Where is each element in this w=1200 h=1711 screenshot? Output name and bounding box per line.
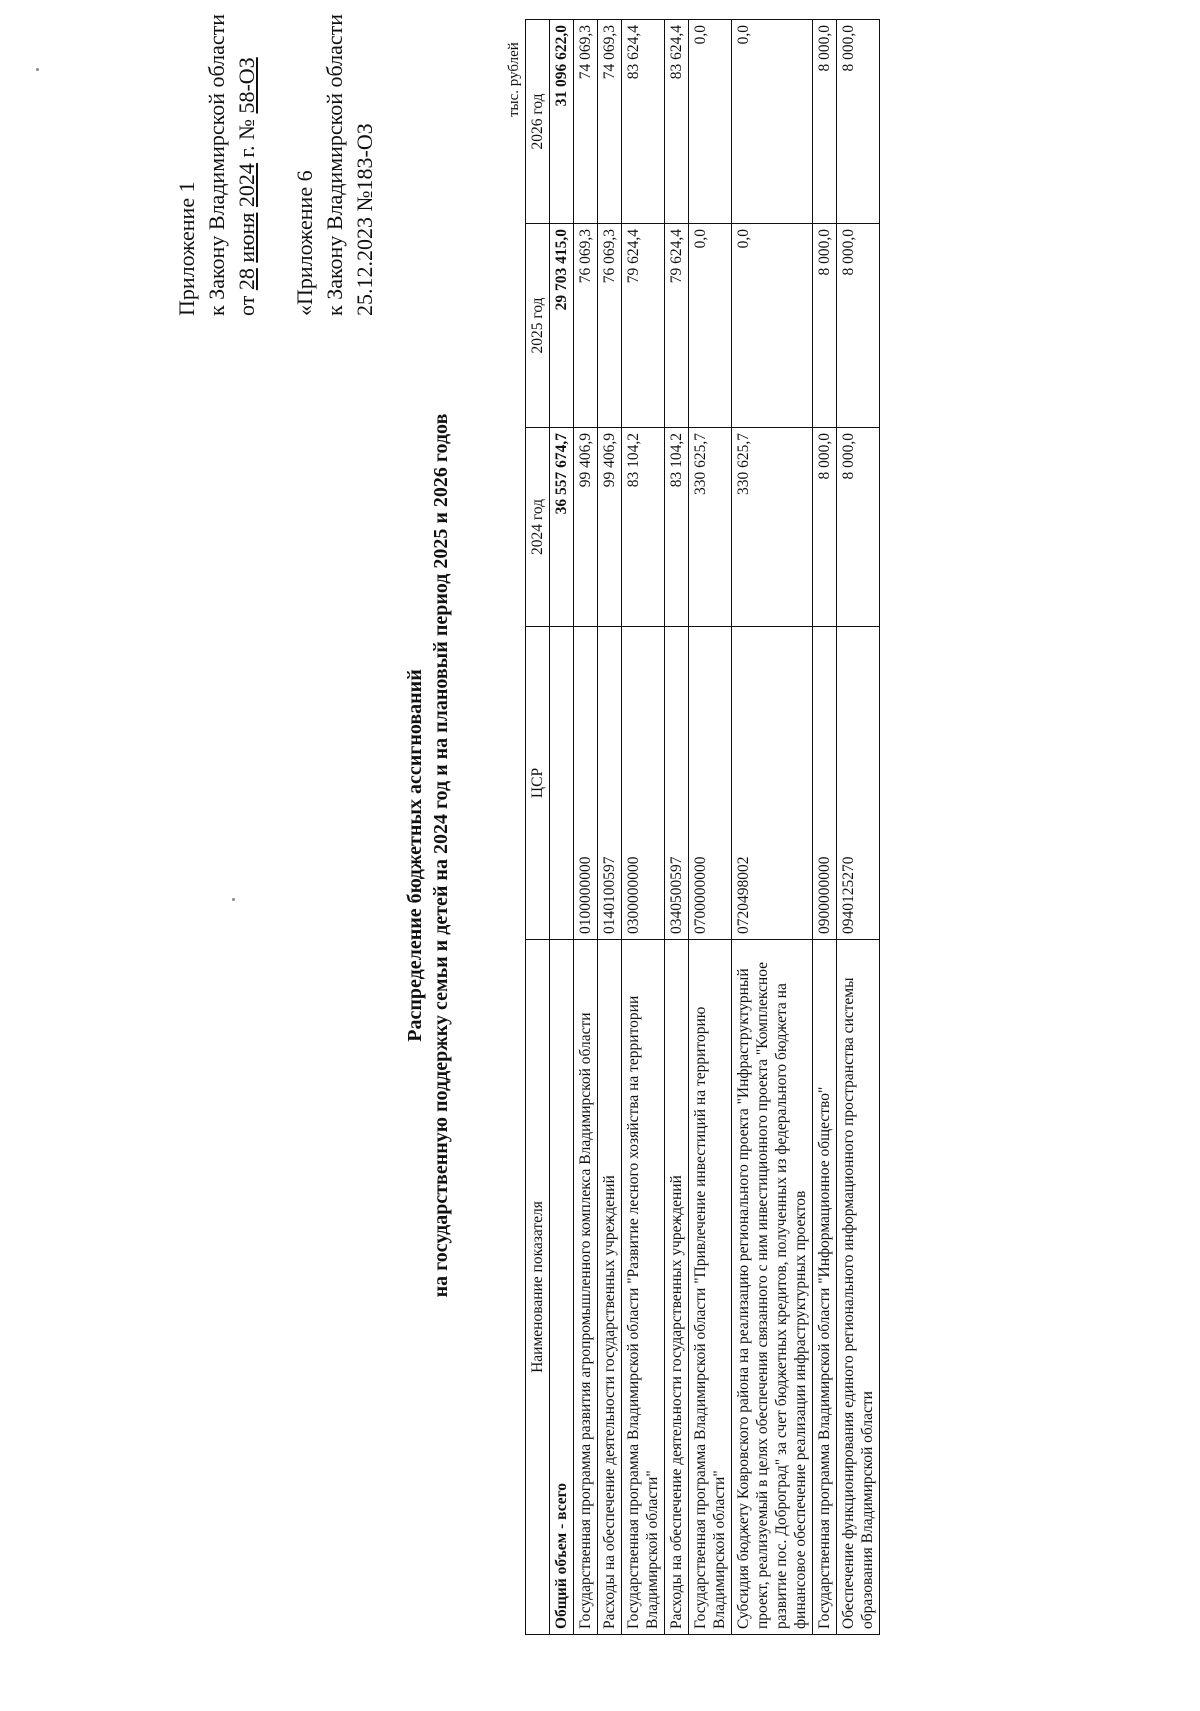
row-value-2025: 79 624,4 xyxy=(665,224,689,428)
row-code: 0720498002 xyxy=(732,627,813,940)
row-value-2026: 0,0 xyxy=(689,20,732,224)
table-row-total xyxy=(550,20,574,1635)
column-header-name: Наименование показателя xyxy=(526,940,550,1635)
date-prefix: от xyxy=(234,295,259,316)
row-name: Субсидия бюджету Ковровского района на реализацию регионального проекта "Инфраструктурный проект, реализуемый в целях обеспечения связанного с ним инвестиционного проекта "Комплексное развитие пос. Доброград" за счет бюджетных кредитов, полученных из федерального бюджета на финансовое обеспечение реализации инфраструктурных проектов xyxy=(732,940,813,1635)
row-code xyxy=(550,627,574,940)
column-header-code: ЦСР xyxy=(526,627,550,940)
row-value-2025: 76 069,3 xyxy=(598,224,622,428)
row-value-2025: 8 000,0 xyxy=(813,224,837,428)
column-header-2025: 2025 год xyxy=(526,224,550,428)
law-number: 58-ОЗ xyxy=(234,57,259,114)
date-day: 28 xyxy=(234,268,259,291)
row-value-2025: 0,0 xyxy=(689,224,732,428)
row-value-2024: 99 406,9 xyxy=(574,428,598,627)
date-year: 2024 xyxy=(234,163,259,208)
table-row xyxy=(574,20,598,1635)
appendix-header xyxy=(172,13,380,316)
law-date-number xyxy=(232,16,262,316)
row-name: Государственная программа развития агропромышленного комплекса Владимирской области xyxy=(574,940,598,1635)
row-value-2025: 79 624,4 xyxy=(622,224,665,428)
table-row xyxy=(622,20,665,1635)
row-value-2026: 83 624,4 xyxy=(665,20,689,224)
row-name: Обеспечение функционирования единого регионального информационного пространства системы образования Владимирской области xyxy=(837,940,880,1635)
date-g: г. xyxy=(234,145,259,158)
document-title-line2: на государственную поддержку семьи и детей на 2024 год и на плановый период 2025 и 2026 годов xyxy=(430,413,452,1298)
row-code: 0340500597 xyxy=(665,627,689,940)
row-value-2026: 83 624,4 xyxy=(622,20,665,224)
row-name: Государственная программа Владимирской области "Привлечение инвестиций на территорию Владимирской области" xyxy=(689,940,732,1635)
row-value-2024: 83 104,2 xyxy=(665,428,689,627)
appendix-label: Приложение 1 xyxy=(174,181,199,316)
row-code: 0100000000 xyxy=(574,627,598,940)
row-code: 0940125270 xyxy=(837,627,880,940)
table-row xyxy=(732,20,813,1635)
row-value-2024: 8 000,0 xyxy=(837,428,880,627)
table-row xyxy=(689,20,732,1635)
row-value-2026: 8 000,0 xyxy=(813,20,837,224)
table-row xyxy=(598,20,622,1635)
row-value-2026: 0,0 xyxy=(732,20,813,224)
row-value-2024: 330 625,7 xyxy=(732,428,813,627)
row-value-2026: 31 096 622,0 xyxy=(550,20,574,224)
row-value-2025: 8 000,0 xyxy=(837,224,880,428)
column-header-2024: 2024 год xyxy=(526,428,550,627)
row-value-2025: 0,0 xyxy=(732,224,813,428)
row-name: Общий объем - всего xyxy=(550,940,574,1635)
table-row xyxy=(665,20,689,1635)
row-value-2024: 99 406,9 xyxy=(598,428,622,627)
number-sign: № xyxy=(234,119,259,141)
column-header-2026: 2026 год xyxy=(526,20,550,224)
appendix6-label: «Приложение 6 xyxy=(292,170,317,316)
row-name: Расходы на обеспечение деятельности государственных учреждений xyxy=(665,940,689,1635)
table-header-row xyxy=(526,20,550,1635)
row-code: 0300000000 xyxy=(622,627,665,940)
row-name: Расходы на обеспечение деятельности государственных учреждений xyxy=(598,940,622,1635)
row-value-2026: 8 000,0 xyxy=(837,20,880,224)
row-name: Государственная программа Владимирской области "Информационное общество" xyxy=(813,940,837,1635)
row-code: 0700000000 xyxy=(689,627,732,940)
scan-speck xyxy=(36,68,39,71)
row-code: 0140100597 xyxy=(598,627,622,940)
row-value-2026: 74 069,3 xyxy=(574,20,598,224)
row-name: Государственная программа Владимирской области "Развитие лесного хозяйства на территории Владимирской области" xyxy=(622,940,665,1635)
row-value-2024: 330 625,7 xyxy=(689,428,732,627)
date-month: июня xyxy=(234,212,259,263)
row-value-2024: 83 104,2 xyxy=(622,428,665,627)
law6-date: 25.12.2023 №183-ОЗ xyxy=(352,123,377,316)
law6-label: к Закону Владимирской области xyxy=(322,13,347,316)
document-title-line1: Распределение бюджетных ассигнований xyxy=(404,669,426,1042)
table-row xyxy=(813,20,837,1635)
unit-label: тыс. рублей xyxy=(506,42,522,117)
row-value-2025: 29 703 415,0 xyxy=(550,224,574,428)
row-value-2026: 74 069,3 xyxy=(598,20,622,224)
table-row xyxy=(837,20,880,1635)
scan-speck xyxy=(232,898,235,901)
row-code: 0900000000 xyxy=(813,627,837,940)
row-value-2024: 8 000,0 xyxy=(813,428,837,627)
law-label: к Закону Владимирской области xyxy=(204,13,229,316)
budget-table xyxy=(525,19,880,1635)
row-value-2025: 76 069,3 xyxy=(574,224,598,428)
row-value-2024: 36 557 674,7 xyxy=(550,428,574,627)
